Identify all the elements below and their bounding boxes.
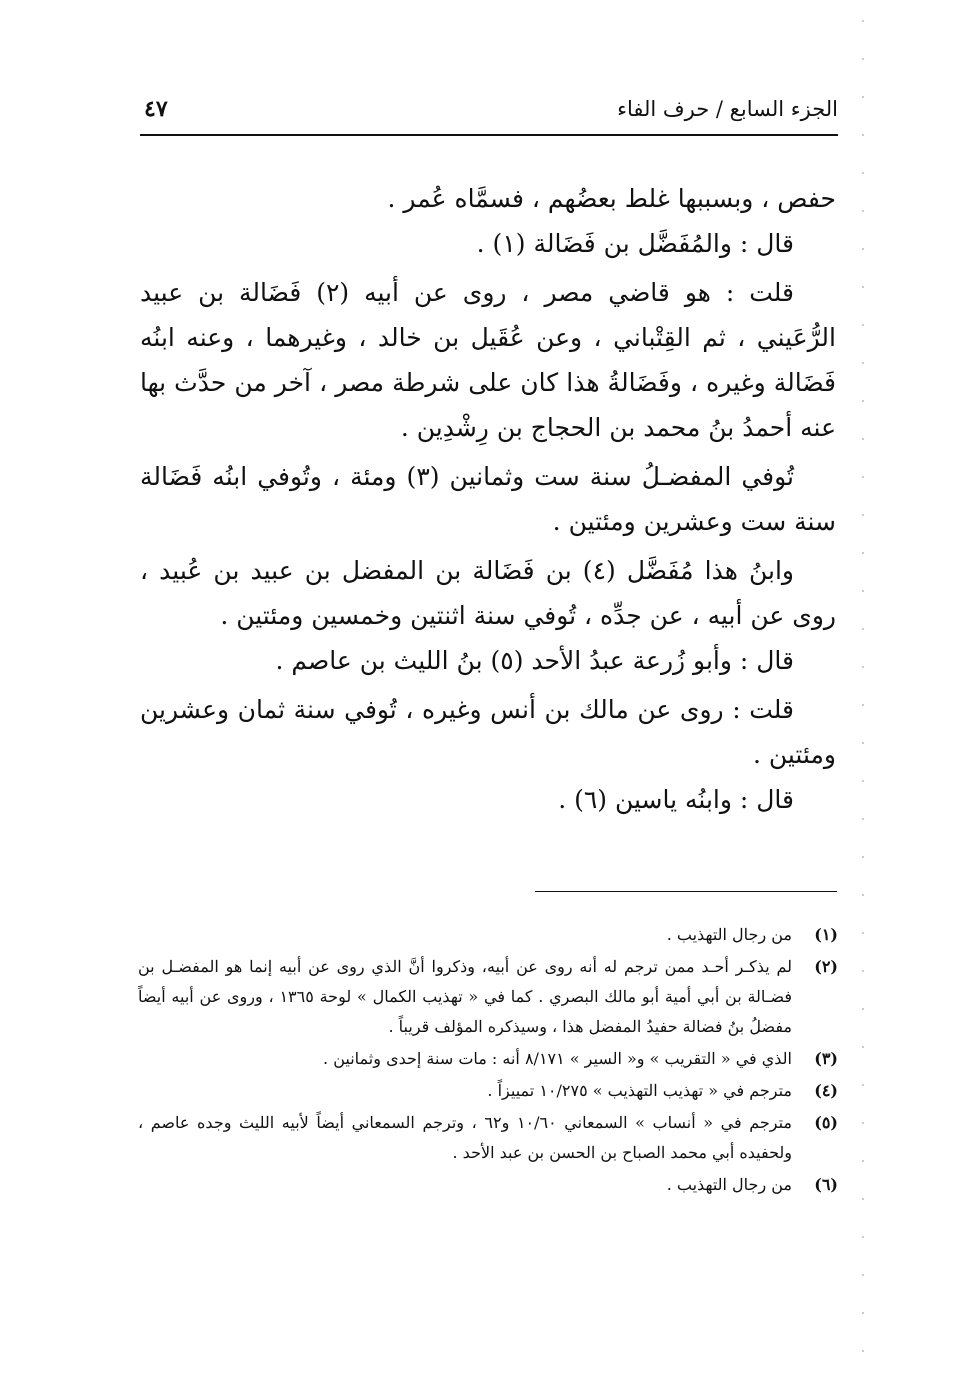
scan-speckle xyxy=(862,96,864,98)
paragraph: تُوفي المفضـلُ سنة ست وثمانين (٣) ومئة ، وتُوفي ابنُه فَضَالة سنة ست وعشرين ومئتين . xyxy=(140,462,836,536)
scan-speckle xyxy=(862,894,864,896)
scan-speckle xyxy=(862,666,864,668)
scan-margin-speckles xyxy=(862,0,864,1375)
paragraph: قلت : هو قاضي مصر ، روى عن أبيه (٢) فَضَالة بن عبيد الرُّعَيني ، ثم القِتْباني ، وعن عُقَيل بن خالد ، وغيرهما ، وعنه ابنُه فَضَالة وغيره ، وفَضَالةُ هذا كان على شرطة مصر ، آخر من حدَّث بها عنه أحمدُ بنُ محمد بن الحجاج بن رِشْدِين . xyxy=(140,278,836,442)
scan-speckle xyxy=(862,1160,864,1162)
header-rule xyxy=(140,134,838,136)
page-number: ٤٧ xyxy=(144,96,168,122)
footnote-text: مترجم في « أنساب » السمعاني ١٠/٦٠ و٦٢ ، وترجم السمعاني أيضاً لأبيه الليث وجده عاصم ، ولحفيده أبي محمد الصباح بن الحسن بن عبد الأحد . xyxy=(138,1113,793,1162)
footnote xyxy=(138,1044,838,1074)
scan-speckle xyxy=(862,970,864,972)
paragraph: قلت : روى عن مالك بن أنس وغيره ، تُوفي سنة ثمان وعشرين ومئتين . xyxy=(140,695,836,769)
scan-speckle xyxy=(862,58,864,60)
scan-speckle xyxy=(862,780,864,782)
scan-speckle xyxy=(862,590,864,592)
scan-speckle xyxy=(862,628,864,630)
scan-speckle xyxy=(862,1274,864,1276)
scan-speckle xyxy=(862,172,864,174)
scan-speckle xyxy=(862,932,864,934)
running-title: الجزء السابع / حرف الفاء xyxy=(617,97,838,121)
scan-speckle xyxy=(862,438,864,440)
paragraph: وابنُ هذا مُفَضَّل (٤) بن فَضَالة بن المفضل بن عبيد بن عُبيد ، روى عن أبيه ، عن جدِّه ، تُوفي سنة اثنتين وخمسين ومئتين . xyxy=(140,556,836,630)
footnote-text: لم يذكـر أحـد ممن ترجم له أنه روى عن أبيه، وذكروا أنَّ الذي روى عن أبيه إنما هو المفضـل بن فضـالة بن أبي أمية أبو مالك البصري . كما في « تهذيب الكمال » لوحة ١٣٦٥ ، وروى عن أبيه أيضاً مفضلُ بنُ فضالة حفيدُ المفضل هذا ، وسيذكره المؤلف قريباً . xyxy=(138,957,792,1036)
footnote xyxy=(138,920,838,950)
footnote-number: (٥) xyxy=(814,1113,838,1132)
scan-speckle xyxy=(862,1236,864,1238)
scan-speckle xyxy=(862,324,864,326)
footnote-text: مترجم في « تهذيب التهذيب » ١٠/٢٧٥ تمييزاً . xyxy=(487,1081,792,1100)
scan-speckle xyxy=(862,704,864,706)
scan-speckle xyxy=(862,552,864,554)
scan-speckle xyxy=(862,1312,864,1314)
main-text xyxy=(140,176,836,822)
footnote xyxy=(138,1108,838,1168)
scan-speckle xyxy=(862,1008,864,1010)
footnote-number: (٦) xyxy=(814,1175,838,1194)
footnote-number: (٣) xyxy=(814,1049,838,1068)
scan-speckle xyxy=(862,856,864,858)
paragraph: قال : وابنُه ياسين (٦) . xyxy=(558,785,794,814)
scan-speckle xyxy=(862,1084,864,1086)
footnote-text: من رجال التهذيب . xyxy=(666,925,792,944)
footnote-number: (٢) xyxy=(814,957,838,976)
paragraph: قال : وأبو زُرعة عبدُ الأحد (٥) بنُ الليث بن عاصم . xyxy=(275,646,794,675)
scan-speckle xyxy=(862,400,864,402)
footnote-separator xyxy=(535,891,837,892)
footnote xyxy=(138,1076,838,1106)
footnotes xyxy=(138,920,838,1202)
scan-speckle xyxy=(862,514,864,516)
footnote-text: من رجال التهذيب . xyxy=(666,1175,792,1194)
scan-speckle xyxy=(862,1046,864,1048)
scan-speckle xyxy=(862,742,864,744)
paragraph: حفص ، وبسببها غلط بعضُهم ، فسمَّاه عُمر . xyxy=(387,184,836,213)
scan-speckle xyxy=(862,1198,864,1200)
footnote-number: (٤) xyxy=(814,1081,838,1100)
scan-speckle xyxy=(862,248,864,250)
scan-speckle xyxy=(862,1122,864,1124)
scan-speckle xyxy=(862,1350,864,1352)
scan-speckle xyxy=(862,20,864,22)
scan-speckle xyxy=(862,362,864,364)
footnote xyxy=(138,1170,838,1200)
paragraph: قال : والمُفَضَّل بن فَضَالة (١) . xyxy=(476,229,794,258)
scan-speckle xyxy=(862,134,864,136)
footnote-text: الذي في « التقريب » و« السير » ٨/١٧١ أنه : مات سنة إحدى وثمانين . xyxy=(323,1049,792,1068)
scan-speckle xyxy=(862,210,864,212)
page-header xyxy=(140,92,838,126)
scan-speckle xyxy=(862,818,864,820)
scan-speckle xyxy=(862,476,864,478)
scan-speckle xyxy=(862,286,864,288)
footnote xyxy=(138,952,838,1042)
footnote-number: (١) xyxy=(814,925,838,944)
